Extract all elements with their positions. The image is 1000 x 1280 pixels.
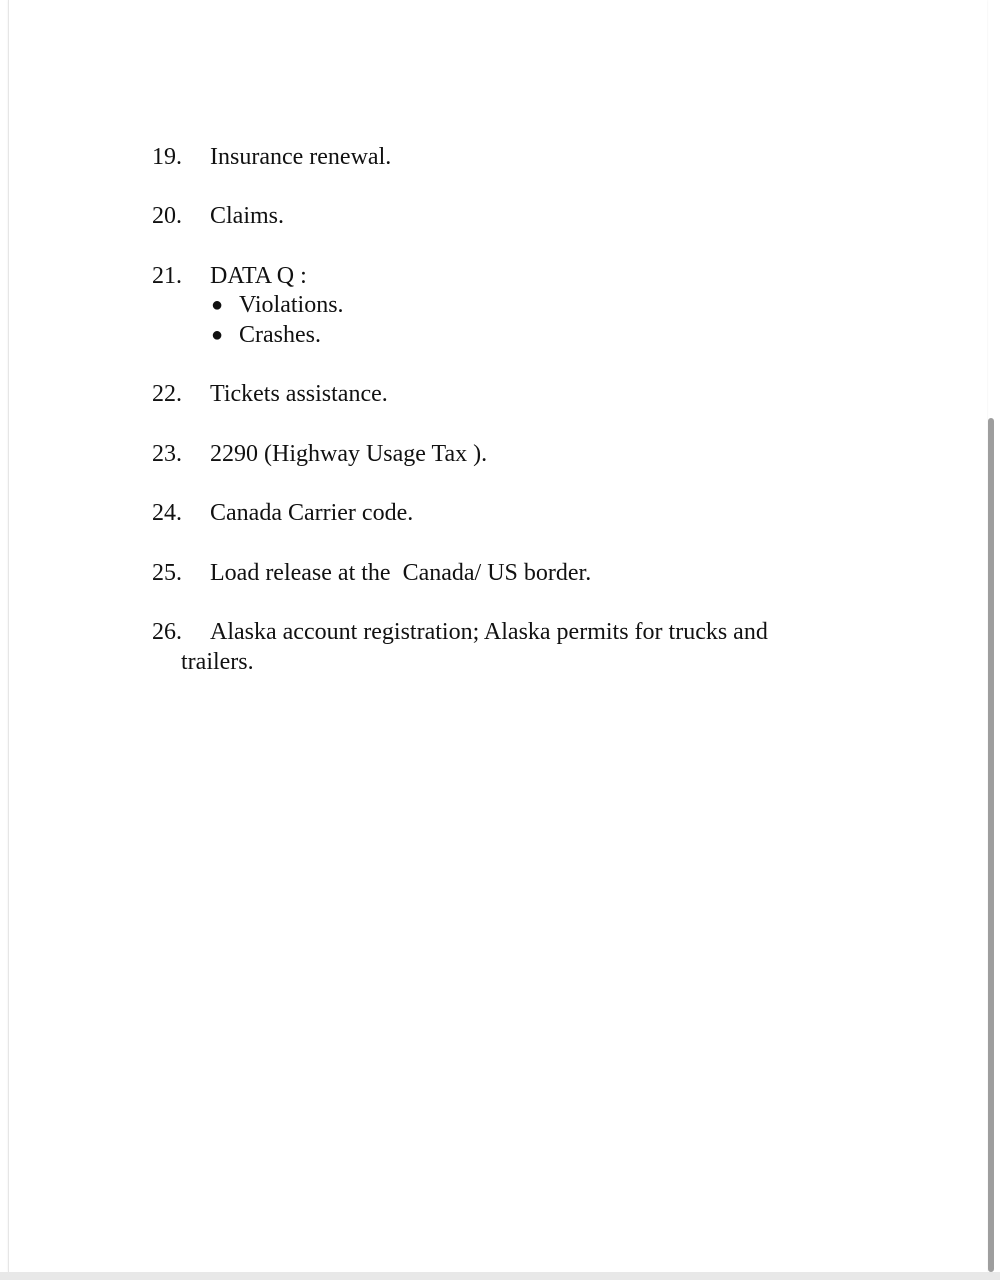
list-number: 25. (152, 560, 182, 586)
list-text: 2290 (Highway Usage Tax ). (210, 441, 488, 467)
list-item-continuation (181, 647, 254, 677)
list-text: Insurance renewal. (210, 144, 392, 170)
list-text: Tickets assistance. (210, 381, 388, 407)
list-number: 21. (152, 263, 182, 289)
list-text: Alaska account registration; Alaska permits for trucks and (210, 619, 768, 645)
list-text-continuation: trailers. (181, 649, 254, 675)
list-number: 22. (152, 381, 182, 407)
bullet-text: Violations. (239, 292, 344, 318)
list-number: 26. (152, 619, 182, 645)
document-page (8, 0, 987, 1272)
bullet-icon: ● (211, 324, 224, 346)
list-number: 19. (152, 144, 182, 170)
list-number: 24. (152, 500, 182, 526)
list-text: Claims. (210, 203, 285, 229)
list-text: DATA Q : (210, 263, 307, 289)
list-number: 20. (152, 203, 182, 229)
list-text: Canada Carrier code. (210, 500, 414, 526)
vertical-scrollbar-thumb[interactable] (988, 418, 994, 1272)
page-bottom-edge (0, 1272, 1000, 1280)
bullet-icon: ● (211, 294, 224, 316)
list-text: Load release at the Canada/ US border. (210, 560, 592, 586)
bullet-text: Crashes. (239, 322, 321, 348)
list-number: 23. (152, 441, 182, 467)
